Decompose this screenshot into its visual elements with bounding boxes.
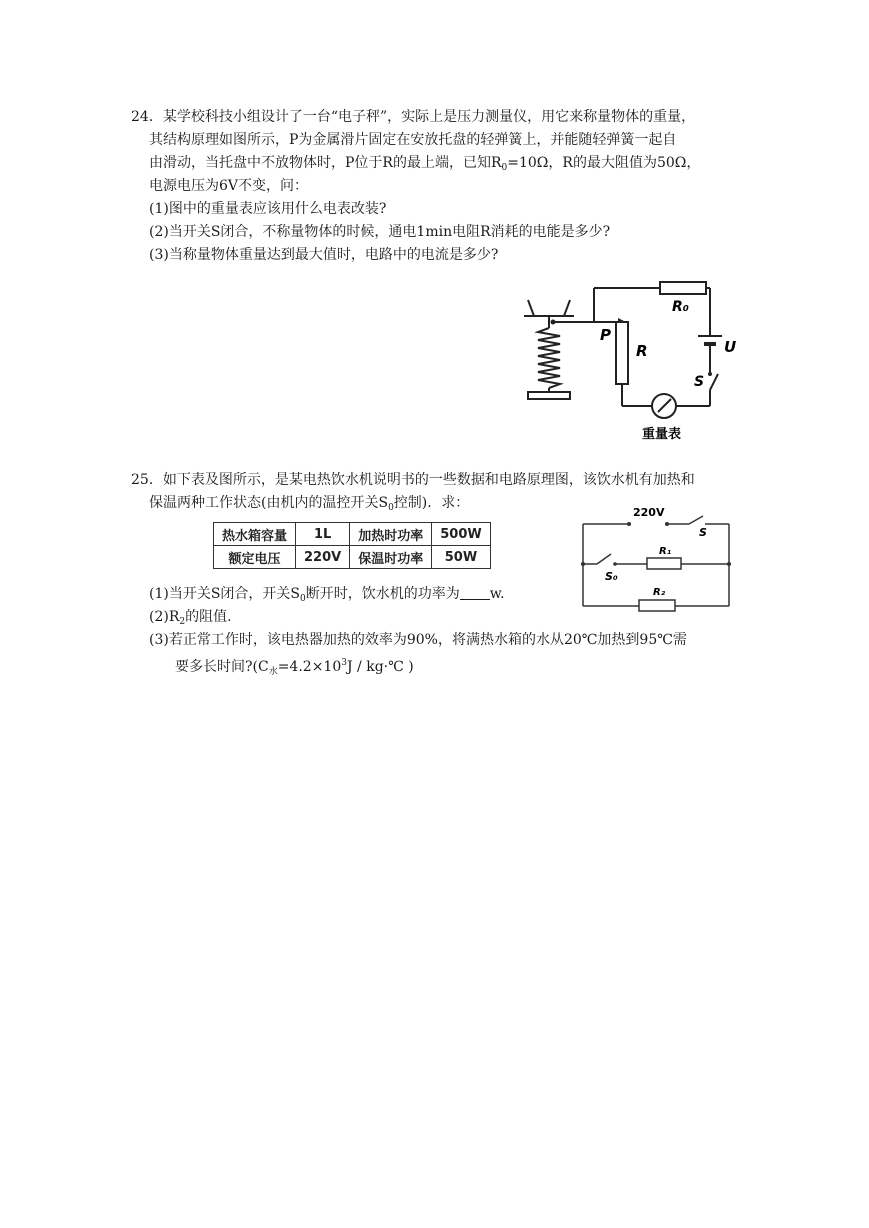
- q25-line-2-b: 控制)．求：: [393, 495, 470, 511]
- table-cell: 加热时功率: [350, 523, 432, 546]
- q25-sub-3-line-2-sub: 水: [268, 667, 278, 677]
- q25-sub-2: [149, 607, 232, 632]
- switch-S-blade: [689, 516, 703, 524]
- table-cell: 500W: [432, 523, 490, 546]
- q24-line-4: 电源电压为6V不变，问：: [149, 178, 309, 194]
- table-cell: 保温时功率: [350, 546, 432, 569]
- tray-shape: [528, 300, 570, 316]
- q25-sub-1-a: (1)当开关S闭合，开关S: [149, 586, 301, 602]
- q24-line-2: 其结构原理如图所示，P为金属滑片固定在安放托盘的轻弹簧上，并能随轻弹簧一起自: [149, 132, 677, 148]
- resistor-R0: [660, 282, 706, 294]
- q25-sub-2-a: (2)R: [149, 609, 180, 625]
- q24-line-3: [149, 153, 700, 178]
- label-R2: R₂: [653, 587, 666, 598]
- q25-circuit-figure: [575, 500, 735, 618]
- label-P: P: [600, 326, 611, 344]
- q25-sub-3-line-2-c: J / kg·℃ ): [346, 659, 414, 675]
- table-cell: 额定电压: [214, 546, 296, 569]
- q25-sub-3-line-2-a: 要多长时间?(C: [175, 659, 269, 675]
- q25-sub-1: [149, 584, 505, 609]
- spring-shape: [538, 328, 560, 388]
- switch-S0-blade: [597, 554, 611, 564]
- q24-line-3-b: =10Ω，R的最大阻值为50Ω，: [507, 155, 701, 171]
- q25-sub-3-line-2-sup: 3: [341, 658, 347, 668]
- q24-circuit-figure: [520, 278, 740, 446]
- table-cell: 热水箱容量: [214, 523, 296, 546]
- q25-line-2-a: 保温两种工作状态(由机内的温控开关S: [149, 495, 389, 511]
- q25-sub-1-b: 断开时，饮水机的功率为: [305, 586, 460, 602]
- q25-sub-3-line-2: [175, 653, 414, 682]
- q24-sub-1: (1)图中的重量表应该用什么电表改装?: [149, 201, 387, 217]
- q24-circuit-svg: [520, 278, 740, 446]
- label-S: S: [699, 526, 707, 539]
- q25-line-1: 25．如下表及图所示，是某电热饮水机说明书的一些数据和电路原理图，该饮水机有加热和: [131, 472, 695, 488]
- label-S0: S₀: [605, 570, 618, 583]
- switch-contact-top: [708, 372, 712, 376]
- table-row: [214, 523, 491, 546]
- q24-sub-2: (2)当开关S闭合，不称量物体的时候，通电1min电阻R消耗的电能是多少?: [149, 224, 611, 240]
- resistor-R1: [647, 558, 681, 569]
- q24-line-1: 24．某学校科技小组设计了一台“电子秤”，实际上是压力测量仪，用它来称量物体的重量，: [131, 109, 696, 125]
- table-cell: 220V: [296, 546, 350, 569]
- label-R: R: [636, 342, 648, 360]
- table-row: [214, 546, 491, 569]
- label-220V: 220V: [633, 506, 665, 519]
- q25-sub-1-sub: 0: [300, 594, 306, 604]
- q24-line-3-a: 由滑动，当托盘中不放物体时，P位于R的最上端，已知R: [149, 155, 502, 171]
- answer-blank[interactable]: [460, 585, 490, 600]
- label-R0: R₀: [672, 299, 689, 315]
- base-plate: [528, 392, 570, 399]
- q25-circuit-svg: [575, 500, 735, 618]
- q25-line-2-sub: 0: [388, 503, 394, 513]
- resistor-R2: [639, 600, 675, 611]
- label-S: S: [694, 374, 705, 390]
- q25-sub-2-b: 的阻值.: [185, 609, 232, 625]
- terminal-left: [627, 522, 631, 526]
- table-cell: 1L: [296, 523, 350, 546]
- q24-sub-3: (3)当称量物体重量达到最大值时，电路中的电流是多少?: [149, 247, 499, 263]
- q24-line-3-sub: 0: [501, 163, 508, 173]
- q25-line-2: [149, 493, 469, 518]
- resistor-R: [616, 322, 628, 384]
- spec-table: [213, 522, 491, 569]
- table-cell: 50W: [432, 546, 490, 569]
- label-R1: R₁: [659, 546, 672, 557]
- label-U: U: [724, 338, 737, 356]
- label-weight-meter: 重量表: [642, 427, 682, 442]
- q25-sub-3-line-1: (3)若正常工作时，该电热器加热的效率为90%，将满热水箱的水从20℃加热到95℃需: [149, 632, 687, 648]
- q25-sub-3-line-2-b: =4.2×10: [277, 659, 342, 675]
- switch-S-blade: [710, 374, 718, 390]
- q25-sub-2-sub: 2: [179, 617, 186, 627]
- q25-sub-1-c: w.: [489, 586, 505, 602]
